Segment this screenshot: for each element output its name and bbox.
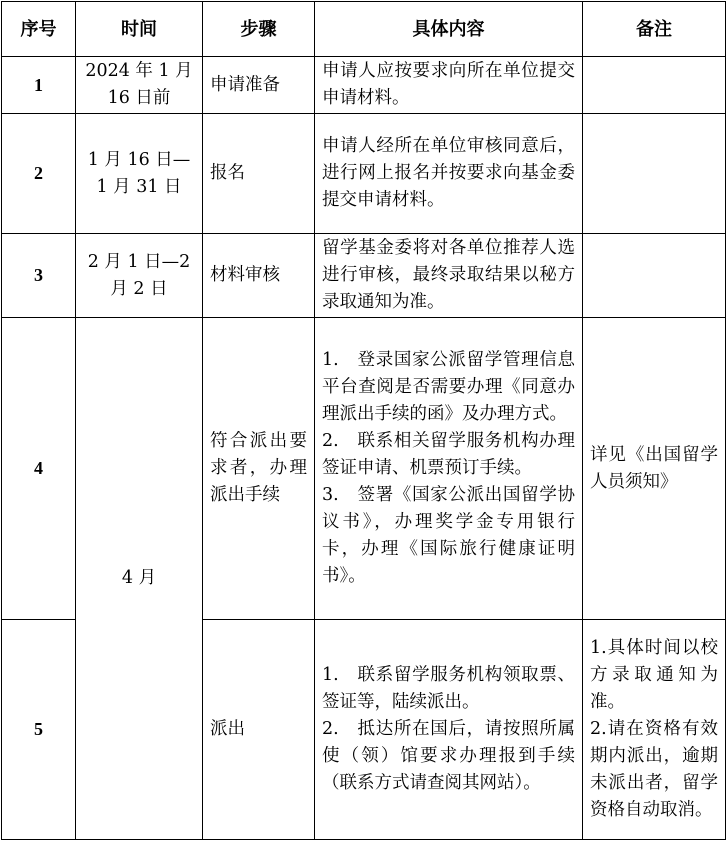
header-note: 备注: [583, 2, 726, 57]
row-note: [583, 57, 726, 114]
row-number: 3: [2, 234, 76, 318]
row-number: 5: [2, 620, 76, 840]
content-item: 1. 联系留学服务机构领取票、签证等，陆续派出。: [322, 665, 575, 712]
note-item: 1.具体时间以校方录取通知为准。: [590, 638, 718, 712]
header-content: 具体内容: [315, 2, 583, 57]
table-row: [2, 318, 726, 620]
row-content: 申请人经所在单位审核同意后，进行网上报名并按要求向基金委提交申请材料。: [315, 114, 583, 234]
row-time: 2 月 1 日—2 月 2 日: [76, 234, 203, 318]
row-number: 1: [2, 57, 76, 114]
content-item: 1. 登录国家公派留学管理信息平台查阅是否需要办理《同意办理派出手续的函》及办理方式。: [322, 350, 575, 424]
row-time: 1 月 16 日—1 月 31 日: [76, 114, 203, 234]
content-item: 2. 联系相关留学服务机构办理签证申请、机票预订手续。: [322, 431, 575, 478]
row-time: 4 月: [76, 318, 203, 840]
schedule-table: [1, 1, 726, 840]
content-item: 3. 签署《国家公派出国留学协议书》，办理奖学金专用银行卡，办理《国际旅行健康证明书》。: [322, 485, 575, 586]
row-note: [583, 114, 726, 234]
row-time: 2024 年 1 月 16 日前: [76, 57, 203, 114]
row-content: [315, 318, 583, 620]
row-step: 材料审核: [203, 234, 315, 318]
row-content: [315, 620, 583, 840]
row-step: 派出: [203, 620, 315, 840]
header-time: 时间: [76, 2, 203, 57]
row-step: 报名: [203, 114, 315, 234]
row-step: 符合派出要求者，办理派出手续: [203, 318, 315, 620]
table-row: [2, 234, 726, 318]
table-row: [2, 114, 726, 234]
content-item: 2. 抵达所在国后，请按照所属使（领）馆要求办理报到手续（联系方式请查阅其网站）。: [322, 719, 575, 793]
row-number: 4: [2, 318, 76, 620]
row-content: 留学基金委将对各单位推荐人选进行审核，最终录取结果以秘方录取通知为准。: [315, 234, 583, 318]
row-note: [583, 620, 726, 840]
header-number: 序号: [2, 2, 76, 57]
row-note: [583, 234, 726, 318]
row-number: 2: [2, 114, 76, 234]
note-item: 2.请在资格有效期内派出，逾期未派出者，留学资格自动取消。: [590, 719, 718, 820]
row-note: 详见《出国留学人员须知》: [583, 318, 726, 620]
row-content: 申请人应按要求向所在单位提交申请材料。: [315, 57, 583, 114]
row-step: 申请准备: [203, 57, 315, 114]
table-row: [2, 57, 726, 114]
header-step: 步骤: [203, 2, 315, 57]
header-row: [2, 2, 726, 57]
